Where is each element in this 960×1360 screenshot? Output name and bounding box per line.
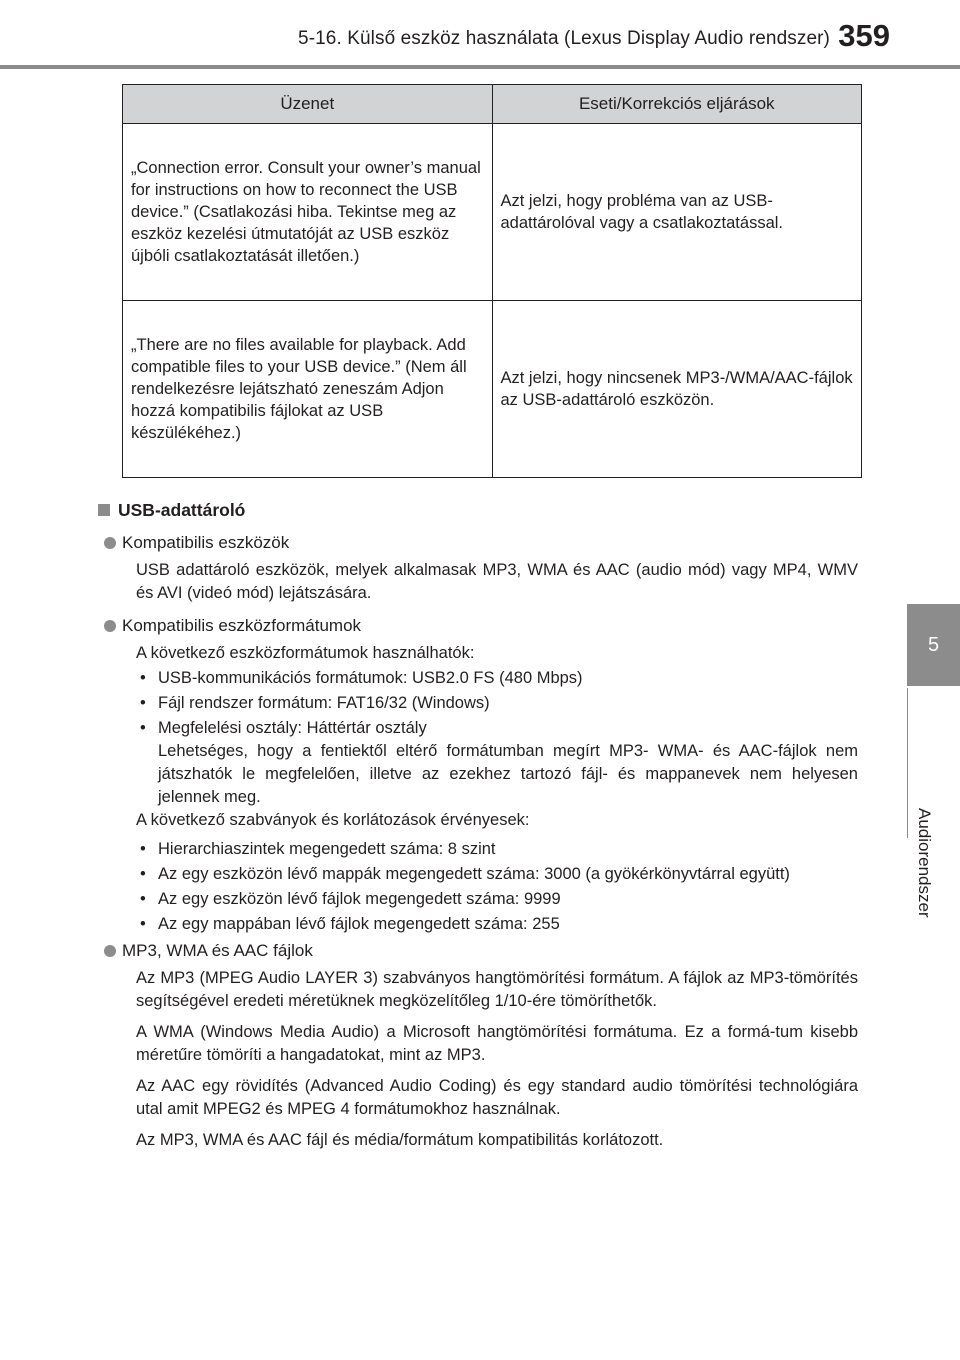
note-paragraph: Lehetséges, hogy a fentiektől eltérő formátumban megírt MP3- WMA- és AAC-fájlok nem játszhatók le megfelelően, illetve az ezekhez tartozó fájl- és mappanevek nem helyesen jelennek meg. [158, 742, 858, 806]
paragraph: Az MP3 (MPEG Audio LAYER 3) szabványos hangtömörítési formátum. A fájlok az MP3-tömörítés segítségével eredeti méretüknek megközelítőleg 1/10-ére tömöríthetők. [136, 969, 858, 1010]
paragraph: A következő szabványok és korlátozások érvényesek: [136, 811, 530, 829]
chapter-title: 5-16. Külső eszköz használata (Lexus Display Audio rendszer) [298, 28, 830, 49]
paragraph: A WMA (Windows Media Audio) a Microsoft hangtömörítési formátuma. Ez a formá-tum kisebb méretűre tömöríti a hangadatokat, mint az MP3. [136, 1023, 858, 1064]
list-item: • Megfelelési osztály: Háttértár osztály [140, 717, 858, 740]
subsection-heading [104, 939, 858, 962]
column-header-message: Üzenet [123, 85, 493, 124]
subsection-heading-text: MP3, WMA és AAC fájlok [122, 941, 313, 960]
chapter-tab-number: 5 [907, 604, 960, 686]
square-bullet-icon [98, 504, 110, 516]
subsection-heading-text: Kompatibilis eszközformátumok [122, 616, 362, 635]
page-number: 359 [838, 18, 890, 53]
table-header-row [123, 85, 862, 124]
chapter-tab-label-text: Audiorendszer [915, 808, 934, 918]
paragraph: A következő eszközformátumok használhatók: [136, 644, 475, 662]
section-heading [98, 499, 858, 522]
list-item: • Hierarchiaszintek megengedett száma: 8 szint [140, 838, 858, 861]
message-cell: „There are no files available for playback. Add compatible files to your USB device.” (Nem áll rendelkezésre lejátszható zeneszám Adjon hozzá kompatibilis fájlokat az USB készülékéhez.) [123, 301, 493, 478]
main-content [98, 499, 858, 1152]
action-cell: Azt jelzi, hogy probléma van az USB-adattárolóval vagy a csatlakoztatással. [492, 124, 862, 301]
circle-bullet-icon [104, 537, 116, 549]
section-heading-text: USB-adattároló [118, 500, 246, 520]
subsection-heading [104, 614, 858, 637]
circle-bullet-icon [104, 945, 116, 957]
action-cell: Azt jelzi, hogy nincsenek MP3-/WMA/AAC-fájlok az USB-adattároló eszközön. [492, 301, 862, 478]
paragraph: Az AAC egy rövidítés (Advanced Audio Coding) és egy standard audio tömörítési technológiára utal amit MPEG2 és MPEG 4 formátumokhoz használnak. [136, 1077, 858, 1118]
list-item: • Az egy eszközön lévő fájlok megengedett száma: 9999 [140, 888, 858, 911]
paragraph: Az MP3, WMA és AAC fájl és média/formátum kompatibilitás korlátozott. [136, 1131, 664, 1149]
subsection-heading-text: Kompatibilis eszközök [122, 533, 290, 552]
paragraph: USB adattároló eszközök, melyek alkalmasak MP3, WMA és AAC (audio mód) vagy MP4, WMV és AVI (videó mód) lejátszására. [136, 561, 858, 602]
circle-bullet-icon [104, 620, 116, 632]
subsection-heading [104, 531, 858, 554]
header-divider [0, 65, 960, 69]
list-item: • Az egy mappában lévő fájlok megengedett száma: 255 [140, 913, 858, 936]
column-header-action: Eseti/Korrekciós eljárások [492, 85, 862, 124]
message-table [122, 84, 862, 478]
table-row [123, 124, 862, 301]
list-item: • Az egy eszközön lévő mappák megengedett száma: 3000 (a gyökérkönyvtárral együtt) [140, 863, 858, 886]
list-item: • USB-kommunikációs formátumok: USB2.0 FS (480 Mbps) [140, 667, 858, 690]
table-row [123, 301, 862, 478]
message-cell: „Connection error. Consult your owner’s manual for instructions on how to reconnect the USB device.” (Csatlakozási hiba. Tekintse meg az eszköz kezelési útmutatóját az USB eszköz újbóli csatlakoztatását illetően.) [123, 124, 493, 301]
list-item: • Fájl rendszer formátum: FAT16/32 (Windows) [140, 692, 858, 715]
chapter-tab-label [907, 688, 960, 918]
